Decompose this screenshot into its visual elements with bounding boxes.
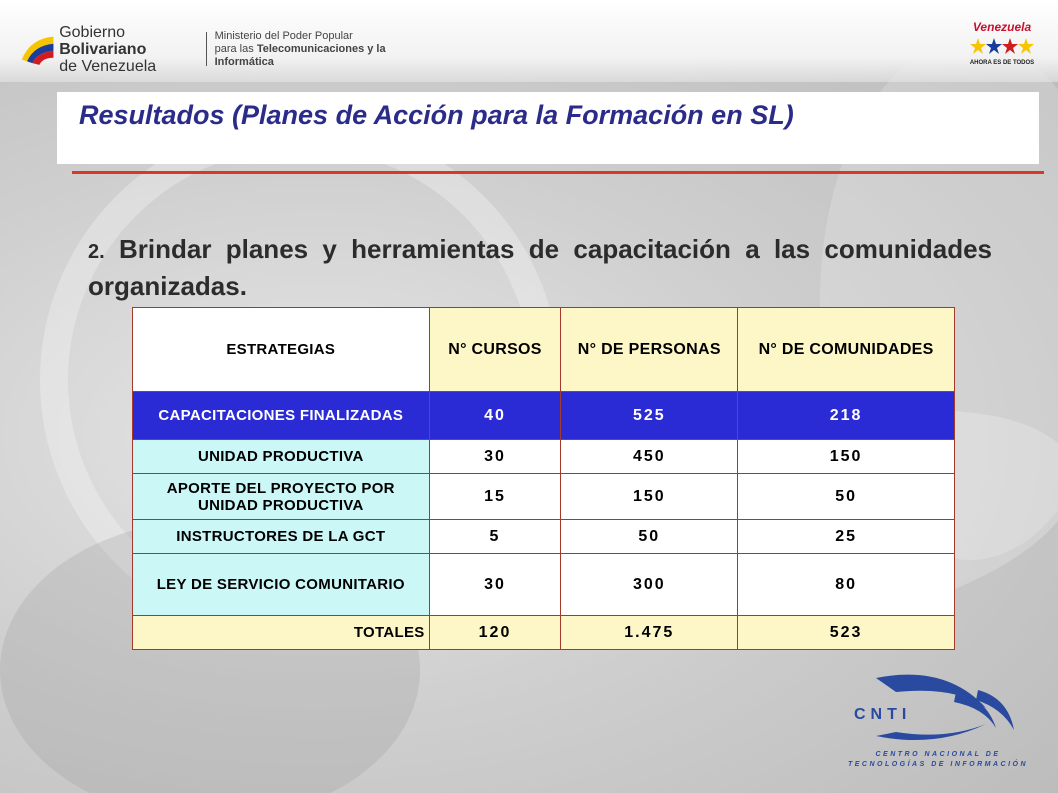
cnti-name: CNTI (854, 706, 912, 723)
government-logo (20, 23, 420, 75)
ministry-line2-bold: Telecomunicaciones y la Informática (214, 42, 386, 68)
table-row (133, 554, 955, 616)
strategies-table (132, 307, 955, 650)
subtitle-number: 2. (88, 241, 105, 263)
personas-cell: 150 (561, 474, 738, 520)
logo-separator (206, 32, 207, 66)
comunidades-cell: 218 (738, 392, 955, 440)
personas-cell: 525 (561, 392, 738, 440)
comunidades-cell: 150 (738, 440, 955, 474)
gov-name-bold: Bolivariano (59, 40, 147, 58)
table-row (133, 520, 955, 554)
cnti-sub-line1: CENTRO NACIONAL DE (875, 751, 1001, 758)
table-row (133, 474, 955, 520)
table-row (133, 440, 955, 474)
gov-name-line2: de Venezuela (59, 57, 157, 75)
totals-comunidades: 523 (738, 616, 955, 650)
personas-cell: 450 (561, 440, 738, 474)
strategy-cell: INSTRUCTORES DE LA GCT (133, 520, 430, 554)
strategy-cell: CAPACITACIONES FINALIZADAS (133, 392, 430, 440)
table-totals-row (133, 616, 955, 650)
venezuela-flag-icon (20, 31, 55, 67)
strategy-cell: UNIDAD PRODUCTIVA (133, 440, 430, 474)
header-bar (0, 0, 1058, 82)
campaign-title: Venezuela (972, 20, 1032, 34)
title-box (57, 92, 1039, 164)
comunidades-cell: 25 (738, 520, 955, 554)
comunidades-cell: 50 (738, 474, 955, 520)
table-header-row (133, 308, 955, 392)
campaign-figures-icon (966, 36, 1038, 58)
gov-name-line1: Gobierno (59, 23, 126, 41)
campaign-subtitle: AHORA ES DE TODOS (969, 60, 1035, 66)
header-estrategias: ESTRATEGIAS (133, 308, 430, 392)
comunidades-cell: 80 (738, 554, 955, 616)
cursos-cell: 5 (429, 520, 561, 554)
slide-subtitle (88, 232, 992, 303)
government-name (59, 24, 198, 75)
venezuela-campaign-logo (966, 20, 1038, 72)
subtitle-text: Brindar planes y herramientas de capacitación a las comunidades organizadas. (88, 234, 992, 301)
cnti-logo (836, 668, 1036, 773)
strategy-cell: APORTE DEL PROYECTO POR UNIDAD PRODUCTIVA (133, 474, 430, 520)
ministry-line1: Ministerio del Poder Popular (214, 29, 353, 42)
ministry-line2-prefix: para las (214, 42, 257, 55)
cnti-subtitle (840, 750, 1036, 770)
cursos-cell: 30 (429, 554, 561, 616)
totals-personas: 1.475 (561, 616, 738, 650)
cursos-cell: 30 (429, 440, 561, 474)
cnti-sub-line2: TECNOLOGÍAS DE INFORMACIÓN (847, 761, 1029, 768)
header-personas: N° DE PERSONAS (561, 308, 738, 392)
personas-cell: 50 (561, 520, 738, 554)
slide-title: Resultados (Planes de Acción para la Formación en SL) (79, 100, 794, 130)
totals-label: TOTALES (133, 616, 430, 650)
header-cursos: N° CURSOS (429, 308, 561, 392)
totals-cursos: 120 (429, 616, 561, 650)
cursos-cell: 40 (429, 392, 561, 440)
table-row (133, 392, 955, 440)
cursos-cell: 15 (429, 474, 561, 520)
personas-cell: 300 (561, 554, 738, 616)
ministry-name (215, 30, 420, 69)
title-underline (72, 171, 1044, 174)
strategy-cell: LEY DE SERVICIO COMUNITARIO (133, 554, 430, 616)
header-comunidades: N° DE COMUNIDADES (738, 308, 955, 392)
